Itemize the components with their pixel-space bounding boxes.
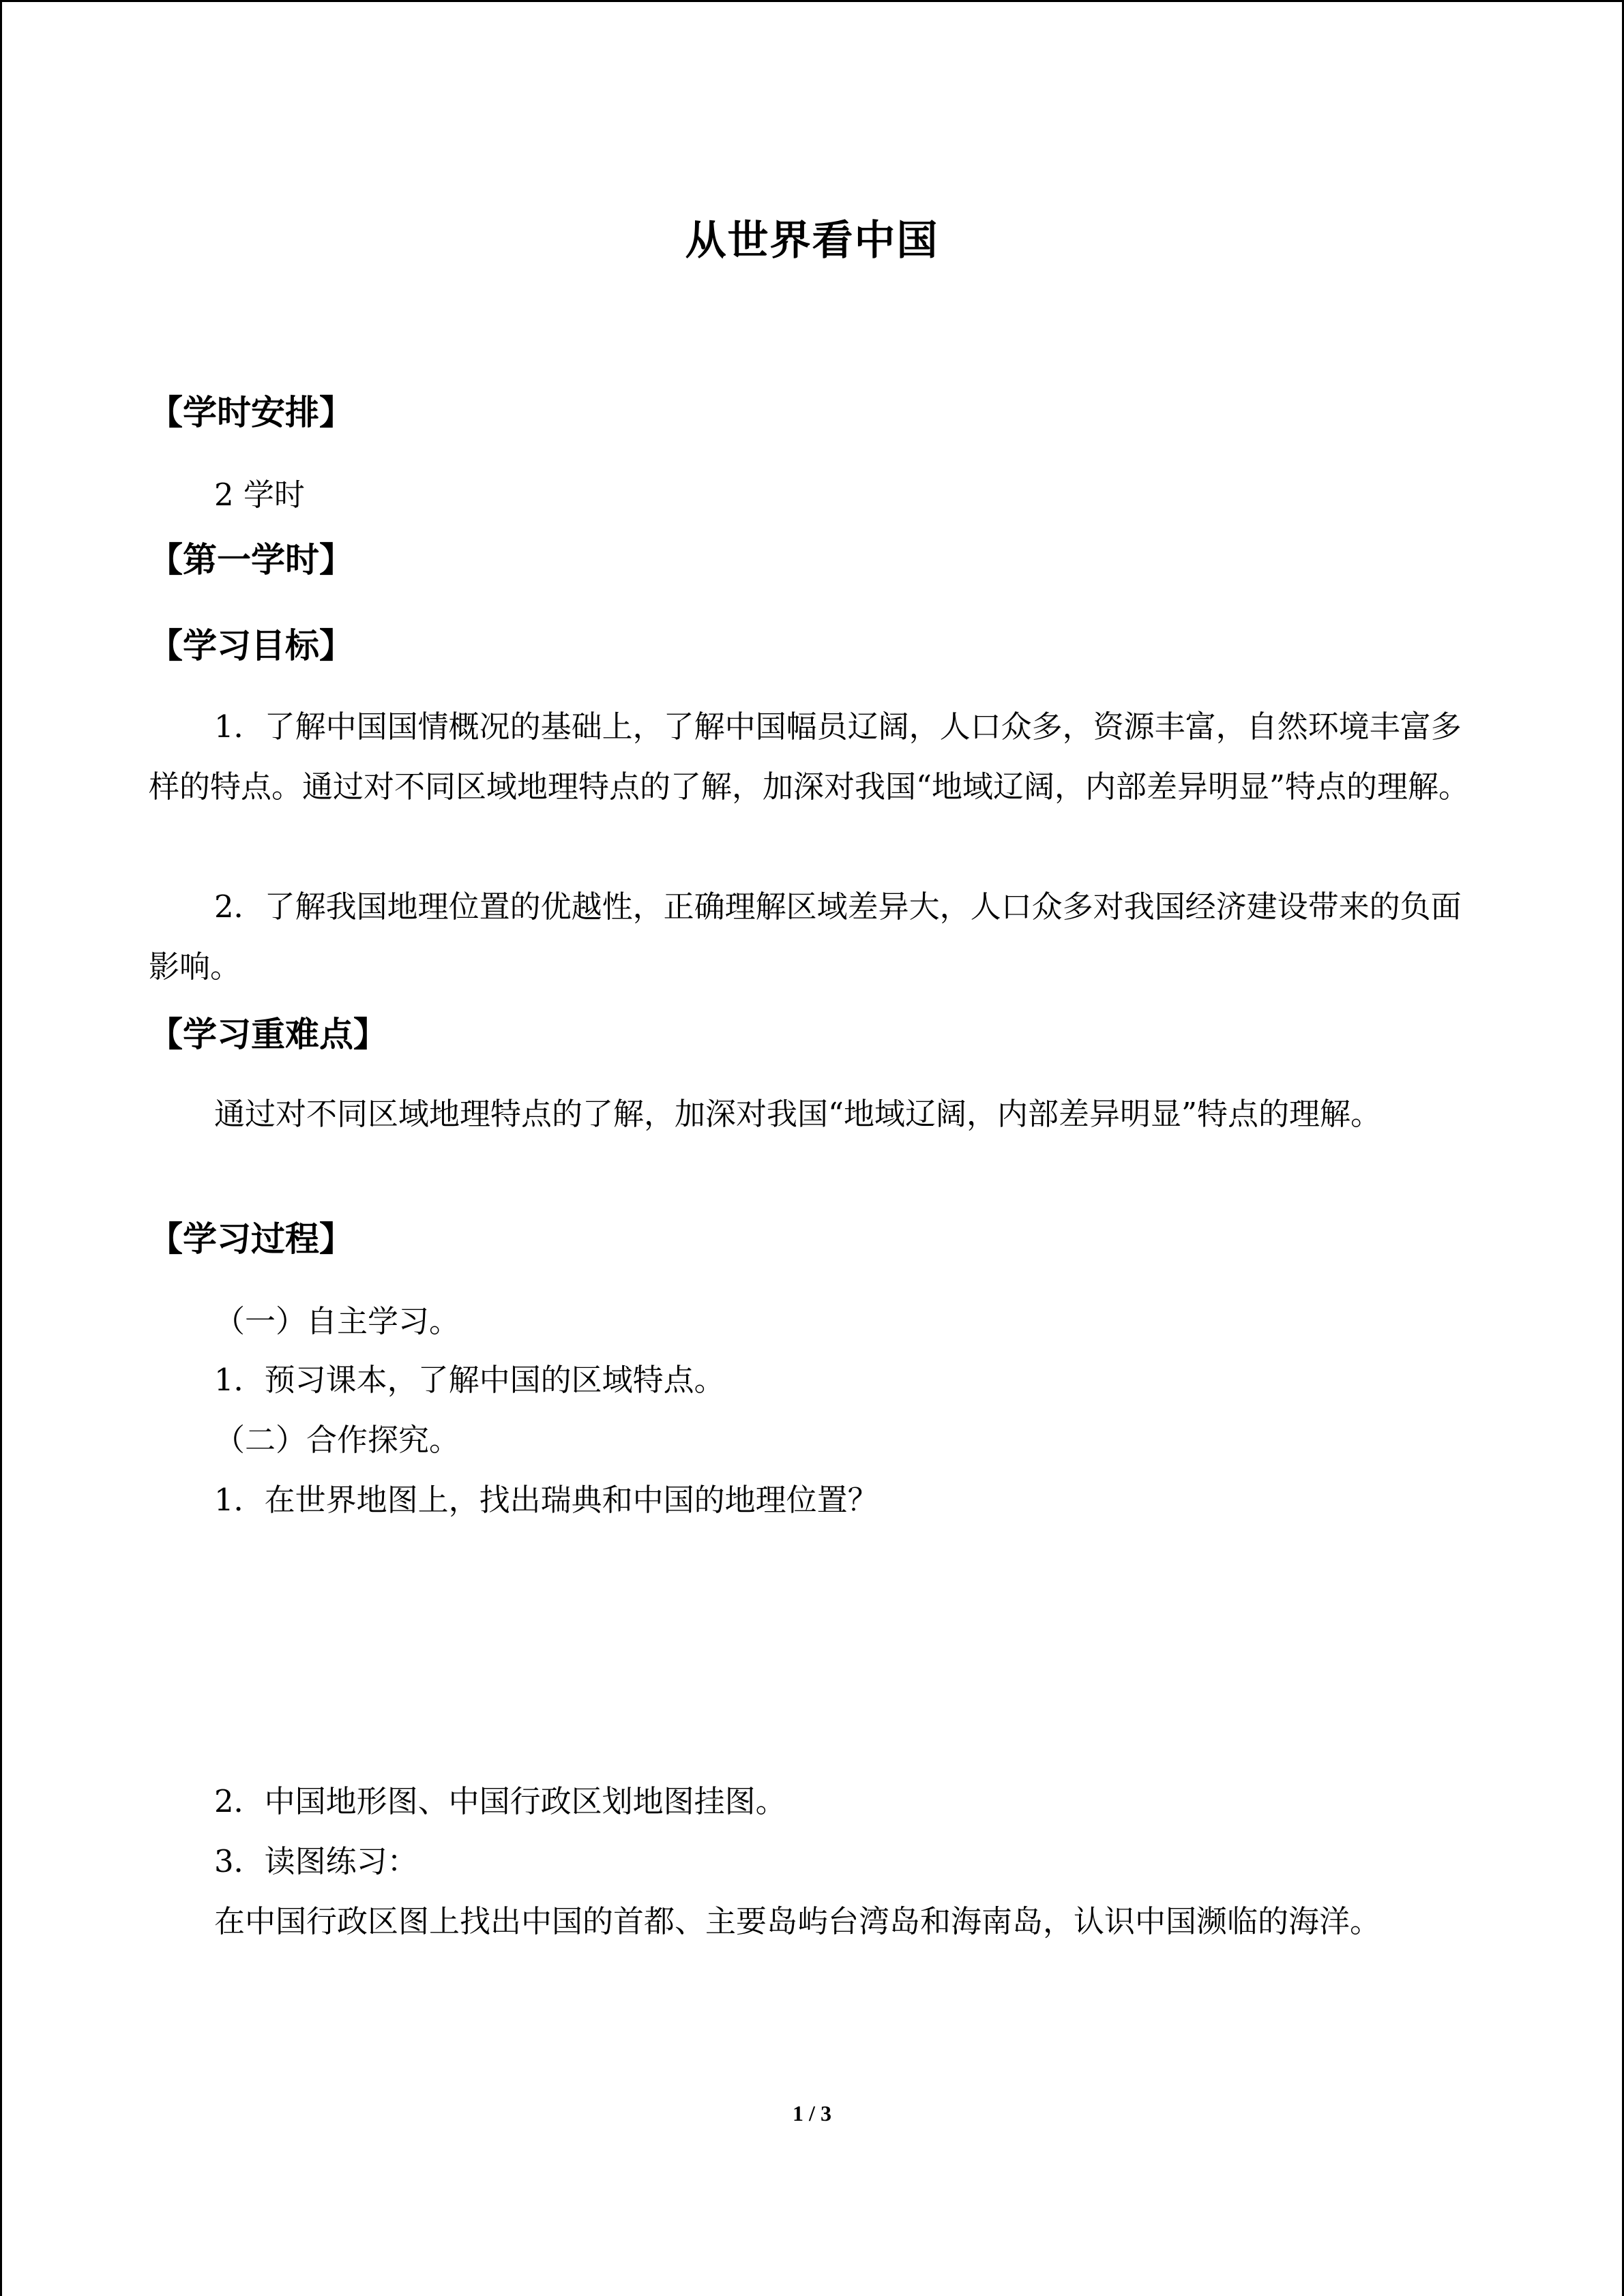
process-line-4: 1．在世界地图上，找出瑞典和中国的地理位置？ [214, 1482, 879, 1518]
objective-item-1: 1．了解中国国情概况的基础上，了解中国幅员辽阔，人口众多，资源丰富，自然环境丰富多样的特点。通过对不同区域地理特点的了解，加深对我国“地域辽阔，内部差异明显”特点的理解。 [149, 709, 1470, 805]
process-line-3: （二）合作探究。 [214, 1422, 460, 1458]
page-number: 1 / 3 [793, 2101, 831, 2126]
process-line-6: 3．读图练习： [214, 1843, 418, 1879]
process-line-2: 1．预习课本，了解中国的区域特点。 [214, 1362, 725, 1398]
process-line-1: （一）自主学习。 [214, 1303, 460, 1339]
heading-first-period: 【第一学时】 [149, 539, 353, 580]
key-points-text: 通过对不同区域地理特点的了解，加深对我国“地域辽阔，内部差异明显”特点的理解。 [214, 1096, 1382, 1132]
schedule-text: 2 学时 [214, 477, 305, 513]
process-line-7: 在中国行政区图上找出中国的首都、主要岛屿台湾岛和海南岛，认识中国濒临的海洋。 [214, 1903, 1381, 1939]
heading-schedule: 【学时安排】 [149, 392, 353, 432]
heading-process: 【学习过程】 [149, 1219, 353, 1259]
document-title: 从世界看中国 [685, 217, 939, 265]
process-line-5: 2．中国地形图、中国行政区划地图挂图。 [214, 1783, 786, 1819]
objective-item-2: 2．了解我国地理位置的优越性，正确理解区域差异大，人口众多对我国经济建设带来的负面影响。 [149, 889, 1462, 985]
heading-objectives: 【学习目标】 [149, 625, 353, 666]
heading-key-points: 【学习重难点】 [149, 1014, 387, 1054]
